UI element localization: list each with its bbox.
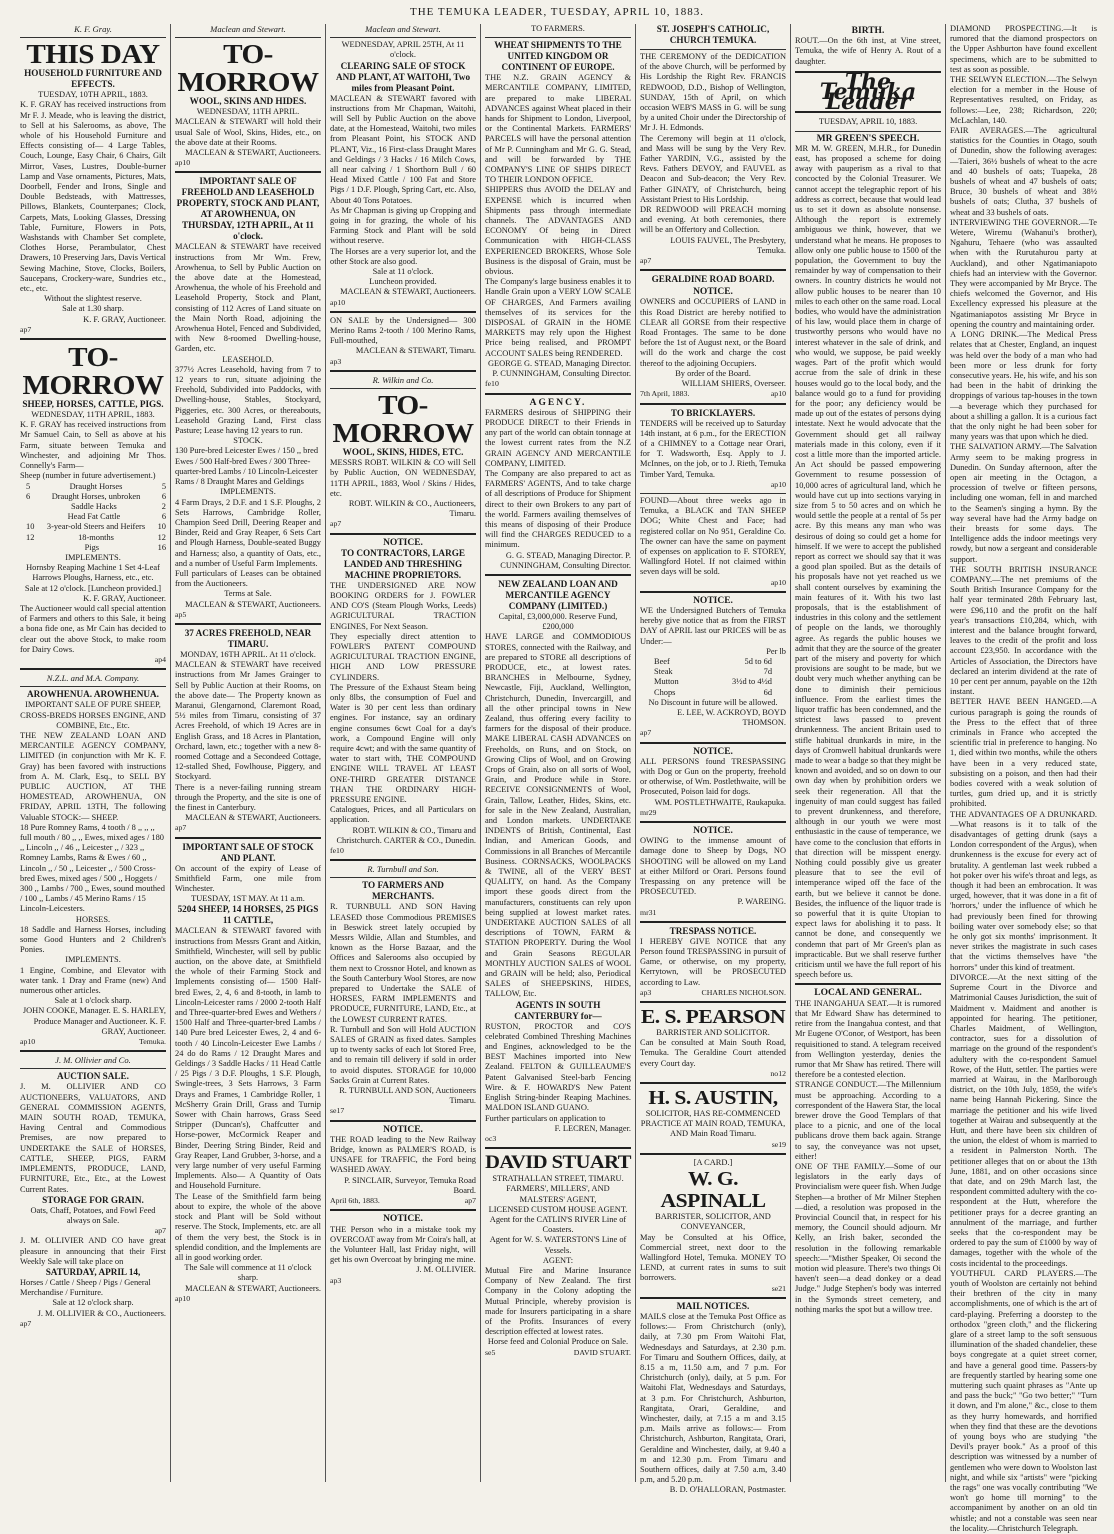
ad-subheading: LICENSED CUSTOM HOUSE AGENT.: [488, 1204, 628, 1214]
article-body: FAIR AVERAGES.—The agricultural statistics for the Counties in Otago, south of Dunedin, show the following averages:—Taieri, 36½ bushels of wheat to the acre and 40 bushels of oats; Tuapeka, 28 bushels of wheat and 47 bushels of oats; Bruce, 30 bushels of wheat and 38½ bushels of oats; Clutha, 37 bushels of wheat and 33 bushels of oats.: [950, 126, 1097, 217]
article-body: INTERVIEWING THE GOVERNOR.—Te Wetere, Wiremu (Wahanui's brother), Ngahuru, Tehaere (who was assaulted when with the Rurutahurou party at Auckland), and other Ngatimaniapoto chiefs had an interview with the Governor. They were accompanied by Mr Bryce. The chiefs welcomed the Governor, and His Excellency expressed his pleasure at the Ngatimaniapotos assisting Mr Bryce in opening the country and maintaining order.: [950, 217, 1097, 329]
masthead: THE TEMUKA LEADER, TUESDAY, APRIL 10, 1883.: [410, 6, 704, 18]
stock-list: [20, 482, 166, 553]
ad-signature: MACLEAN & STEWART, Auctioneers.: [185, 1283, 321, 1293]
notice-heading: NOTICE.: [383, 537, 423, 548]
ad-body: Without the slightest reserve.: [44, 294, 142, 304]
ad-date: WEDNESDAY, APRIL 25TH, At 11 o'clock.: [341, 40, 465, 60]
ad-body: Sale at 12 o'clock sharp.: [52, 1298, 134, 1308]
list-item: Head Fat Cattle 6: [67, 512, 166, 522]
ad-body: THE ROAD leading to the New Railway Bridge, known as PALMER'S ROAD, is UNSAFE for TRAFFIC, the Ford being WASHED AWAY.: [330, 1134, 476, 1175]
ad-tag: fe10: [485, 379, 499, 389]
ad-body: ON SALE by the Undersigned— 300 Merino Rams 2-tooth / 100 Merino Rams, Full-mouthed,: [330, 315, 476, 346]
advertiser-heading: K. F. Gray.: [74, 24, 112, 34]
ad-subheading: FARMERS', MILLERS', AND MALSTERS' AGENT,: [506, 1184, 610, 1204]
column-2: [171, 24, 326, 1482]
ad-body: Capital, £3,000,000. Reserve Fund, £200,000: [498, 611, 618, 632]
ad-headline: W. G. ASPINALL: [660, 1168, 766, 1213]
ad-subheading: HOUSEHOLD FURNITURE AND EFFECTS.: [24, 68, 162, 90]
article-heading: LOCAL AND GENERAL.: [814, 988, 922, 999]
ad-tag: Temuka.: [139, 1037, 166, 1047]
ad-date: SATURDAY, APRIL 14,: [45, 1266, 141, 1277]
list-item: 5 Draught Horses 5: [26, 481, 166, 491]
ad-signature: E. LEE, W. ACKROYD, BOYD THOMSON.: [677, 707, 786, 728]
ad-tag: se17: [330, 1106, 345, 1116]
advertiser-heading: R. Wilkin and Co.: [372, 374, 434, 385]
ad-date: April 6th, 1883.: [330, 1196, 380, 1206]
article-body: THE ADVANTAGES OF A DRUNKARD.—What reasons is it to talk of the disadvantages of getting drunk (says a London correspondent of the Argus), when drunkenness is the excuse for every act of brutality. A gentleman last week rubbed a hot poker over his wife's throat and legs, as though it had been an embrocation. It was urged, however, that it was done in a fit of 'horrors,' under the influence of which he had previously been fined for throwing boiling water over somebody else; so that he only got six months' imprisonment. It never strikes the magistrate in such cases that the victims themselves have "the horrors" under this kind of treatment.: [950, 809, 1097, 972]
ad-body: Horse feed and Colonial Produce on Sale.: [487, 1337, 629, 1347]
ad-body: THE UNDERSIGNED ARE NOW BOOKING ORDERS for J. FOWLER AND CO'S (Steam Plough Works, Leeds) AGRICULTURAL TRACTION ENGINES, For Next Season.: [330, 580, 476, 631]
ad-tag: mr29: [640, 807, 657, 817]
ad-body: 377½ Acres Leasehold, having from 7 to 12 years to run, situate adjoining the Freehold, Subdivided into Paddocks, with Dwelling-house, Stables, Stockyard, Piggeries, etc. 300 Acres, or thereabouts, Leasehold Grazing Land, First class Pasture; Lease having 12 years to run.: [175, 364, 321, 436]
notice-heading: NOTICE.: [693, 746, 733, 757]
ad-subheading: GERALDINE ROAD BOARD.: [651, 274, 775, 285]
ad-body: May be Consulted at his Office, Commercial street, next door to the Wallingford Hotel, Temuka. MONEY TO LEND, at current rates in sums to suit borrowers.: [640, 1232, 786, 1283]
ad-signature: B. D. O'HALLORAN, Postmaster.: [669, 1485, 786, 1495]
ad-body: 18 Pure Romney Rams, 4 tooth / 8 ,, ,, ,, full mouth / 80 ,, ,, Ewes, mixed ages / 180 ,, Lincoln ,, / 46 ,, Leicester ,, / 323 ,, Romney Lambs, Rams & Ewes / 60 ,, Lincoln ,, / 50 ,, Leicester ,, / 500 Cross-bred Ewes, mixed ages / 500 ,, Hoggets / 300 ,, Lambs / 700 ,, Ewes, sound mouthed / 100 ,, Lambs / 45 Merino Rams / 15 Lincoln-Leicesters.: [20, 822, 165, 914]
ad-tag: ap7: [640, 728, 652, 738]
ad-tag: se21: [771, 1283, 786, 1293]
ad-signature: P. WAREING.: [737, 897, 786, 907]
ad-body: Further particulars on application to: [485, 1113, 606, 1123]
advertiser-heading: R. Turnbull and Son.: [367, 864, 439, 875]
ad-body: Luncheon provided.: [369, 277, 437, 287]
ad-subheading: IMPORTANT SALE OF FREEHOLD AND LEASEHOLD PROPERTY, STOCK AND PLANT, AT AROWHENUA, ON THURSDAY, 12TH APRIL, At 11 o'clock.: [176, 176, 320, 242]
ad-body: OWING to the immense amount of damage done to Sheep by Dogs, NO SHOOTING will be allowed on my Land at either Milford or Orari. Persons found Trespassing on any pretence will be PROSECUTED.: [640, 836, 786, 897]
ad-body: The Company's large business enables it to Handle Grain upon a VERY LOW SCALE OF CHARGES, And Farmers availing themselves of its services for the DISPOSAL of GRAIN in the HOME MARKETS may rely upon the Highest Price being realised, and PROMPT ACCOUNT SALES being RENDERED.: [485, 277, 631, 358]
ad-signature: P. SINCLAIR, Surveyor, Temuka Road Board.: [344, 1175, 476, 1195]
ad-signature: ROBT. WILKIN & CO., Auctioneers, Timaru.: [348, 498, 476, 519]
ad-signature: G. G. STEAD, Managing Director. P. CUNNINGHAM, Consulting Director.: [500, 550, 631, 570]
ad-signature: MACLEAN & STEWART, Auctioneers.: [185, 599, 321, 609]
ad-body: MESSRS ROBT. WILKIN & CO will Sell by Public Auction, ON WEDNESDAY, 11TH APRIL, 1883, Wool / Skins / Hides, etc.: [330, 458, 476, 498]
ad-body: 1 Engine, Combine, and Elevator with water tank. 1 Dray and Frame (new) And numerous other articles.: [20, 965, 166, 996]
ad-body: Hornsby Reaping Machine 1 Set 4-Leaf Harrows Ploughs, Harness, etc., etc.: [26, 563, 160, 583]
ad-subheading: TRESPASS NOTICE.: [669, 925, 757, 936]
issue-date: TUESDAY, APRIL 10, 1883.: [818, 117, 918, 127]
ad-tag: oc3: [485, 1133, 497, 1143]
ad-body: TENDERS will be received up to Saturday 14th instant, at 6 p.m., for the ERECTION of a CHIMNEY to a Cottage near Orari, for T. Wadsworth, Esq. Apply to J. McInnes, on the job, or to J. Rieth, Temuka Timber Yard, Temuka.: [640, 418, 786, 479]
list-item: 12 18-months 12: [26, 532, 166, 542]
ad-signature: WILLIAM SHIERS, Overseer.: [681, 379, 786, 389]
section-heading: IMPLEMENTS.: [65, 552, 121, 562]
newspaper-page: [16, 24, 1102, 1533]
ad-subheading: NEW ZEALAND LOAN AND MERCANTILE AGENCY COMPANY (LIMITED.): [498, 578, 618, 611]
ad-subheading: SHEEP, HORSES, CATTLE, PIGS.: [22, 399, 164, 410]
article-body: ONE OF THE FAMILY.—Some of our legislators in the early days of Provincialism were queer fish. When Judge Stephen—a brother of Mr Milner Stephen—died, a resolution was proposed in the Provincial Council that, in respect for his memory, the Council should adjourn. Mr Kelly, an Irish baker, seconded the resolution in the following remarkable speech:—"Misther Speaker, Oi second the motion wid pleasure. There's two things Oi haven't seen—a dead donkey or a dead Judge." Judge Stephen's body was interred in the Symonds street cemetery, and nothing marks the spot but a willow tree.: [795, 1161, 941, 1314]
ad-headline: H. S. AUSTIN,: [648, 1087, 778, 1110]
ad-signature: ROBT. WILKIN & CO., Timaru and Christchurch. CARTER & CO., Dunedin.: [336, 825, 476, 845]
ad-subheading: 5204 SHEEP, 14 HORSES, 25 PIGS 11 CATTLE,: [177, 904, 319, 926]
ad-subheading: AGENT:: [542, 1255, 574, 1265]
column-4: [481, 24, 636, 1482]
ad-body: No Discount in future will be allowed.: [648, 697, 778, 707]
ad-body: Can be consulted at Main South Road, Temuka. The Geraldine Court attended every Court day.: [640, 1038, 786, 1068]
ad-body: THE NEW ZEALAND LOAN AND MERCANTILE AGENCY COMPANY, LIMITED (in conjunction with Mr K. F. Gray) has been favored with instructions from A. M. Clark, Esq., to SELL BY PUBLIC AUCTION, AT THE HOMESTEAD, AROWHENUA, ON FRIDAY, APRIL 13TH, The following Valuable STOCK:— SHEEP.: [20, 730, 166, 822]
ad-body: The Pressure of the Exhaust Steam being only 8lbs, the consumption of Fuel and Water is 30 per cent less than ordinary engines. For instance, say an ordinary engine consumes 6cwt Coal for a day's work, a Compound Engine will only require 4cwt; and with the same quantity of water to start with, THE COMPOUND ENGINE WILL TRAVEL AT LEAST ONE-THIRD GREATER DISTANCE THAN THE ORDINARY HIGH-PRESSURE ENGINE.: [330, 682, 476, 804]
advertiser-heading: Maclean and Stewart.: [210, 24, 286, 34]
ad-body: There is a never-failing running stream through the Property, and the site is one of the finest in Canterbury.: [175, 782, 321, 812]
section-heading: AGENCY.: [529, 397, 587, 408]
ad-tag: se19: [771, 1139, 786, 1149]
ad-body: ROUT.—On the 6th inst, at Vine street, Temuka, the wife of Henry A. Rout of a daughter.: [795, 36, 941, 66]
ad-body: OWNERS and OCCUPIERS of LAND in this Road District are hereby notified to CLEAR all GORSE from their respective Road Frontages. The same to be done before the 1st of August next, or the Board will do the work and charge the cost thereof to the adjoining Occupiers.: [640, 297, 786, 368]
ad-signature: MACLEAN & STEWART, Auctioneers.: [185, 148, 321, 158]
ad-signature: MACLEAN & STEWART, Auctioneers.: [340, 287, 476, 297]
price-list: [640, 657, 786, 698]
column-3: [326, 24, 481, 1482]
list-item: Mutton 3½d to 4½d: [654, 677, 772, 687]
ad-subheading: 37 ACRES FREEHOLD, NEAR TIMARU.: [184, 627, 312, 649]
ad-date: TUESDAY, 10TH APRIL, 1883.: [38, 90, 148, 100]
ad-headline: DAVID STUART: [485, 1152, 631, 1174]
ad-tag: ap10: [770, 389, 786, 399]
ad-body: 130 Pure-bred Leicester Ewes / 150 ,, bred Ewes / 500 Half-bred Ewes / 300 Three-quarter-bred Lambs / 10 Lincoln-Leicester Rams / 8 Draught Mares and Geldings: [175, 446, 319, 487]
ad-tag: ap3: [330, 1275, 342, 1285]
section-heading: IMPLEMENTS.: [220, 487, 276, 497]
ad-tag: ap10: [175, 158, 191, 168]
article-body: YOUTHFUL CARD PLAYERS.—The youth of Woolston are certainly not behind their brethren of the city in many accomplishments, one of which is the art of card-playing. Preferring a doorstep to the orthodox "green cloth," and the flickering glare of a street lamp to the soft sensuous illumination of the shaded chandelier, these boys congregate at a quiet street corner, and have a general good time. Passers-by are frequently startled by hearing some one muttering such quaint phrases as "Ante up and pass the buck;" "Go two better;" "Turn it down, and I'm alone," &c., close to them as they hurry homewards, and horrified when they find that these are the devotions of young boys who are studying "the Devil's prayer book." As a proof of this description was witnessed by a number of gentlemen who were down to Woolston last night, and while six "artists" were "picking the rags" one was vocally contributing "We won't go home till morning" to the accompaniment by another on an old tin whistle; and not a constable was seen near the locality.—Christchurch Telegraph.: [950, 1268, 1097, 1533]
ad-subheading: TO BRICKLAYERS.: [670, 407, 756, 418]
notice-heading: NOTICE.: [693, 595, 733, 606]
ad-body: Sale at 1.30 sharp.: [62, 304, 124, 314]
ad-body: THE N.Z. GRAIN AGENCY & MERCANTILE COMPANY, LIMITED, are prepared to make LIBERAL ADVANCES against Wheat placed in their hands for Shipment to London, Liverpool, or the Continental Markets. FARMERS' PARCELS will have the personal attention of Mr P. Cunningham and Mr G. G. Stead, and will be forwarded by THE COMPANY'S LINE OF SHIPS DIRECT TO THEIR LONDON OFFICE.: [485, 73, 631, 185]
ad-tag: ap7: [175, 823, 187, 833]
list-item: Saddle Hacks 2: [70, 501, 166, 511]
ad-body: As Mr Chapman is giving up Cropping and going in for grazing, the whole of his Farming Stock and Plant will be sold without reserve.: [330, 205, 476, 246]
ad-tag: ap10: [20, 1037, 36, 1047]
ad-date: 7th April, 1883.: [640, 389, 690, 399]
ad-tag: ap10: [330, 297, 346, 307]
ad-body: J. M. OLLIVIER AND CO AUCTIONEERS, VALUATORS, AND GENERAL COMMISSION AGENTS, MAIN SOUTH ROAD, TEMUKA, Having Central and Commodious Premises, are now prepared to UNDERTAKE the SALE of HORSES, CATTLE, SHEEP, PIGS, FARM IMPLEMENTS, PRODUCE, LAND, FURNITURE, Etc., Etc., at the Lowest Current Rates.: [20, 1082, 166, 1194]
ad-body: The Company are also prepared to act as FARMERS' AGENTS, And to take charge of all descriptions of Produce for Shipment direct to their own Brokers to any part of the world. Farmers availing themselves of this means of disposing of their Produce will find the CHARGES REDUCED to a minimum.: [485, 468, 631, 550]
ad-tag: ap7: [330, 519, 342, 529]
ad-tag: ap5: [175, 609, 187, 619]
ad-signature: F. LECREN, Manager.: [554, 1123, 631, 1133]
ad-subheading: STORAGE FOR GRAIN.: [42, 1194, 144, 1205]
article-body: THE SALVATION ARMY.—The Salvation Army seem to be making progress in Dunedin. On Sunday afternoon, after the open air meeting in the Octagon, a procession of twelve or fifteen persons, including one woman, fell in and marched to the Seamen's singing a hymn. By the way several have had the Army badge on their breasts for some days. The Intelligence adds the indoor meetings very rowdy, but now a sergeant and considerable support.: [950, 442, 1097, 564]
list-item: Chops 6d: [654, 687, 772, 697]
ad-body: K. F. GRAY has received instructions from Mr Samuel Cain, to Sell as above at his Farm, situate between Temuka and Winchester, and adjoining Mr Thos. Connelly's Farm—: [20, 420, 166, 471]
ad-tag: ap7: [154, 1226, 166, 1236]
ad-headline: TO-MORROW: [332, 390, 474, 449]
ad-body: SHIPPERS thus AVOID the DELAY and EXPENSE which is incurred when Shipments pass through intermediate channels. The ADVANTAGES AND ECONOMY Of being in Direct Communication with HIGH-CLASS EXPERIENCED BROKERS, Whose Sole Business is the disposal of Grain, must be obvious.: [485, 185, 631, 277]
price-unit: Per lb: [766, 646, 786, 656]
ad-body: MACLEAN & STEWART favored with instructions from Messrs Grant and Aitkin, Smithfield, Winchester, will sell by public auction, on the above date, at Smithfield the whole of their Farming Stock and Implements consisting of— 1500 Half-bred Ewes, 2, 4, 6 and 8-tooth, in lamb to Lincoln-Leicester rams / 2000 2-tooth Half and Three-quarter-bred Ewes and Wethers / 1500 Half and Three-quarter-bred Lambs / 140 Pure bred Leicester Ewes, 2, 4 and 6-tooth / 40 Lincoln-Leicester Ewe Lambs / 24 do do Rams / 12 Draught Mares and Geldings / 3 Saddle Hacks / 11 Head Cattle / 25 Pigs / 3 D.F. Ploughs, 1 S.F. Plough, Swingle-trees, 3 Sets Harrows, 3 Farm Drays and Frames, 1 Cambridge Roller, 1 McSherry Grain Drill, Grass and Turnip Sower with Chain harrows, Grass Seed Stripper (Duncan's), Chaffcutter and Horse-power, McCormick Reaper and Binder, Deering String Binder, Reid and Gray Reaper, Land Grubber, 3-horse, and a very large number of very useful Farming Implements. Also— A Quantity of Oats and Household Furniture.: [175, 926, 321, 1191]
ad-body: HAVE LARGE and COMMODIOUS STORES, connected with the Railway, and are prepared to STORE all descriptions of PRODUCE, etc., at lowest rates. BRANCHES in Melbourne, Sydney, Newcastle, Fiji, Auckland, Wellington, Christchurch, Dunedin, Invercargill, and all the other principal towns in New Zealand, thus offering every facility to farmers for the disposal of their produce. MAKE LIBERAL CASH ADVANCES on Freeholds, on Runs, and on Stock, on Growing Clips of Wool, and on Growing Crops of Grain, also on all sorts of Wool, Grain, and Produce while in Store. RECEIVE CONSIGNMENTS of Wool, Grain, Tallow, Leather, Hides, Skins, etc. for sale in the New Zealand, Australian, and London markets. UNDERTAKE INDENTS of British, Continental, East Indian, and American Goods, and Commissions in all Branches of Mercantile Business. CORNSACKS, WOOLPACKS & TWINE, all of the VERY BEST QUALITY, on hand. As the Company import these goods direct from the manufacturers, constituents can rely upon being supplied at lowest market rates. UNDERTAKE AUCTION SALES of all descriptions of TOWN, FARM & STATION PROPERTY. During the Wool and Grain Seasons REGULAR MONTHLY AUCTION SALES of WOOL and GRAIN will be held; also, Periodical SALES of SHEEPSKINS, HIDES, TALLOW, Etc.: [485, 632, 631, 999]
ad-body: Horses / Cattle / Sheep / Pigs / General Merchandise / Furniture.: [20, 1277, 151, 1298]
ad-subheading: WOOL, SKINS AND HIDES.: [189, 96, 307, 107]
ad-headline: TO-MORROW: [177, 39, 319, 98]
ad-body: MACLEAN & STEWART have received instructions from Mr Wm. Frew, Arowhenua, to Sell by Public Auction on the above date at the Homestead, Arowhenua, the whole of his Freehold and Leasehold Property, Stock and Plant, consisting of 112 Acres of Land situate on the Main North Road, adjoining the Arowhenua Hotel, Fenced and Subdivided, with New 8-roomed Dwelling-house, Garden, etc.: [175, 242, 321, 354]
section-heading: IMPLEMENTS.: [65, 955, 121, 965]
ad-body: WE the Undersigned Butchers of Temuka hereby give notice that as from the FIRST DAY of APRIL last our PRICES will be as Under:—: [640, 605, 786, 646]
ad-subheading: STRATHALLAN STREET, TIMARU.: [492, 1174, 624, 1184]
ad-tag: ap7: [20, 1318, 32, 1328]
section-heading: HORSES.: [75, 914, 111, 924]
ad-subheading: WHEAT SHIPMENTS TO THE UNITED KINGDOM OR CONTINENT OF EUROPE.: [494, 40, 622, 73]
ad-body: R. TURNBULL AND SON Having LEASED those Commodious PREMISES in Beswick street lately occupied by Messrs Wildie, Allan and Stumbles, and known as the Horse Bazaar, and the Offices and Salerooms also occupied by them next to Crossnor Hotel, and known as the South Canterbury Wool Stores, are now prepared to Undertake the SALE of HORSES, FARM IMPLEMENTS and PRODUCE, FURNITURE, LAND, Etc., at the LOWEST CURRENT RATES.: [330, 902, 476, 1024]
article-body: STRANGE CONDUCT.—The Millennium must be approaching. According to a correspondent of the Hawera Star, the local brewer drove the Good Templars of that place to a picnic, and one of the local publicans drove them back again. Strange to say, the conveyance was not upset, either!: [795, 1080, 941, 1161]
ad-tag: ap7: [20, 324, 32, 334]
ad-tag: ap7: [640, 256, 652, 266]
column-6: [791, 24, 946, 1482]
list-item: Pigs 16: [84, 542, 166, 552]
ad-body: THE CEREMONY of the DEDICATION of the above Church, will be performed by His Lordship the Right Rev. FRANCIS REDWOOD, D.D., Bishop of Wellington, SUNDAY, 15th of April, on which occasion WEB'S MASS in G. will be sung by a united Choir under the Directorship of Mr J. H. Edmonds.: [640, 52, 786, 133]
ad-body: Full particulars of Leases can be obtained from the Auctioneers.: [175, 568, 321, 589]
ad-body: MAILS close at the Temuka Post Office as follows:— From Christchurch (only), daily, at 7.30 pm From Waitohi Flat, Wednesdays and Saturdays, at 2.30 p.m. For Timaru and Southern Offices, daily, at 8.15 a m, 11.50 a.m, and 7 p.m. For Christchurch (only), daily, at 5 p.m. For Waitohi Flat, Wednesdays and Saturdays, at 3 p.m. For Christchurch, Ashburton, Rangitata, Orari, Geraldine, and Winchester, daily, at 7.15 a m and 3.15 p.m. Mails arrive as follows:— From Christchurch, Ashburton, Rangitata, Orari, Geraldine and Winchester, daily, at 9.40 a m and 12.30 p.m. From Timaru and Southern offices, daily at 7.50 a.m, 3.40 p.m, and 5.20 p.m.: [640, 1311, 786, 1485]
ad-subheading: TO FARMERS.: [531, 24, 585, 33]
ad-body: MACLEAN & STEWART will hold their usual Sale of Wool, Skins, Hides, etc., on the above date at their Rooms.: [175, 117, 321, 147]
ad-body: THE Person who in a mistake took my OVERCOAT away from Mr Coira's hall, at the Volunteer Hall, last Friday night, will get his own Overcoat by bringing me mine.: [330, 1224, 476, 1265]
notice-heading: NOTICE.: [693, 287, 733, 298]
article-body: DIAMOND PROSPECTING.—It is rumored that the diamond prospectors on the Upper Ashburton have found excellent specimens, which are to be submitted to test as soon as possible.: [950, 24, 1097, 74]
ad-tag: ap10: [770, 479, 786, 489]
advertiser-heading: N.Z.L. and M.A. Company.: [46, 673, 140, 684]
ad-headline: TO-MORROW: [22, 342, 164, 401]
section-heading: MAIL NOTICES.: [676, 1301, 750, 1312]
advertiser-heading: J. M. Ollivier and Co.: [55, 1055, 131, 1066]
ad-tag: ap7: [464, 1196, 476, 1206]
list-item: Beef 5d to 6d: [654, 656, 772, 666]
ad-date: WEDNESDAY, 11TH APRIL.: [196, 107, 300, 117]
ad-subheading: IMPORTANT SALE OF STOCK AND PLANT.: [182, 841, 314, 863]
ad-signature: LOUIS FAUVEL, The Presbytery, Temuka.: [670, 235, 786, 255]
ad-body: By order of the Board.: [675, 368, 751, 378]
ad-body: MACLEAN & STEWART have received instructions from Mr James Grainger to Sell by Public Auction at their Rooms, on the above date— The Property known as Maranui, Glengarnond, Claremont Road, 5½ miles from Timaru, consisting of 37 Acres Freehold, of which 19 Acres are in English Grass, and 18 Acres in Plantation, Orchard, lawn, etc.; together with a new 8-roomed Cottage and a Secondeed Cottage, 12-stalled Shed, Fowlhouse, Piggery, and Stockyard.: [175, 660, 321, 782]
ad-tag: fe10: [330, 846, 344, 855]
ad-signature: MACLEAN & STEWART, Auctioneers.: [185, 813, 321, 823]
ad-body: The Lease of the Smithfield farm being about to expire, the whole of the above stock and Plant will be Sold without reserve. The Stock, Implements, etc. are all of them the very best, the Stock is in splendid condition, and the Implements are all in good working order.: [175, 1191, 321, 1262]
ad-tag: ap10: [770, 577, 786, 587]
article-body: DIVORCE.—At the next sitting of the Supreme Court in the Divorce and Matrimonial Causes Jurisdiction, the suit of Maidment v. Maidment and another is appointed for hearing. The petitioner, Charles Maidment, of Wellington, contractor, sues for a dissolution of marriage on the ground of the respondent's adultery with the co-respondent Samuel Rowe, of the Hutt, settler. The parties were married at Wairau, in the Marlborough district, on the 10th July, 1859, the wife's name being Hannah Pickering. Since the marriage the petitioner and his wife lived together at Wairau and subsequently at the Hutt, and there have been six children of the union, the eldest of whom is married to a resident in Palmerston North. The petitioner alleges that on or about the 13th June, 1881, and on other occasions since that date, and on 29th March last, the respondent committed adultery with the co-respondent at the Hutt, wherefore the petitioner prays for a decree granting an annulment of the marriage, and further seeks that the co-respondent may be ordered to pay the sum of £1000 by way of damages, together with the whole of the costs incidental to the proceedings.: [950, 972, 1097, 1268]
article-body: THE INANGAHUA SEAT.—It is rumored that Mr Edward Shaw has determined to retire from the Inangahua contest, and that Mr Eugene O'Conor, of Westport, has been requisitioned to stand. A telegram received from Wellington yesterday, denies the rumor that Mr Shaw has retired. There will therefore be a contested election.: [795, 998, 941, 1080]
ad-subheading: AGENTS IN SOUTH CANTERBURY for—: [514, 999, 602, 1021]
ad-signature: WM. POSTLETHWAITE, Raukapuka.: [654, 797, 786, 807]
ad-body: On account of the expiry of Lease of Smithfield Farm, one mile from Winchester.: [175, 863, 321, 893]
notice-heading: NOTICE.: [383, 1214, 423, 1225]
ad-body: Mutual Fire and Marine Insurance Company of New Zealand. The first Company in the Colony adopting the Mutual Principle, whereby provision is made for Insurers participating in a share of the Profits. Insurances of every description effected at lowest rates.: [485, 1265, 631, 1337]
ad-subheading: IMPORTANT SALE OF PURE SHEEP, CROSS-BREDS HORSES ENGINE, AND COMBINE, Etc., Etc.: [20, 700, 166, 730]
ad-body: The Horses are a very superior lot, and the other Stock are also good.: [330, 246, 476, 266]
column-7: [946, 24, 1101, 1533]
ad-signature: K. F. GRAY, Auctioneer.: [83, 314, 166, 324]
ad-subheading: WOOL, SKINS, HIDES, ETC.: [342, 447, 464, 458]
section-heading: STOCK.: [233, 436, 263, 446]
column-5: [636, 24, 791, 1495]
ad-body: 4 Farm Drays, 2 D.F. and 1 S.F. Ploughs, 2 Sets Harrows, Cambridge Roller, Champion Seed Drill, Deering Reaper and Binder, Reid and Gray Reaper, 6 Sets Cart and Plough Harness, Double-seated Buggy and Harness; also, a quantity of Oats, etc., and a number of Useful Farm Implements.: [175, 497, 321, 568]
article-heading: MR GREEN'S SPEECH.: [816, 133, 920, 144]
section-heading: LEASEHOLD.: [222, 354, 274, 364]
column-1: [16, 24, 171, 1482]
article-body: MR M. W. GREEN, M.H.R., for Dunedin east, has proposed a scheme for doing away with pauperism as a rival to that concocted by the Colonial Treasurer. We cannot accept the telegraphic report of his address as correct, because that would lead us to set it down as absolute nonsense. Although the report is extremely ambiguous we think, however, that we understand what he means. He proposes to allow only one public house to 1500 of the population, the Government to buy the remainder by way of compensation to their owners. In country districts he would not allow public houses to be nearer than 10 miles to each other on the same road. Local bodies, who would have the administration of his law, would place them in charge of trustworthy persons who would have no interest whatever in the sale of drink, and who would, we suppose, be paid weekly wages. Part of the profit which would accrue from the sale of drink in these houses would go to the local body, and the balance would go to a fund for providing for the poor; any deficiency would be made up out of the estates of persons dying intestate. Next he would advocate that the Government should get all railway materials made in this colony, even if it cost a little more than the imported article. An Act should be passed empowering Government to resume possession of 10,000 acres of agricultural land, which he would have cut up into sections varying in size from 5 to 50 acres and on which he would settle the people at a rental of 5s per acre. By this means any man who was desirous of doing so could get a home for himself. If we were to accept the published report as correct we should say that it was a good plan spoiled. But as the details of his proposals have not yet reached us we shall content ourselves by examining the main features of it. With his two last proposals, that is the establishment of industries in this colony and the settlement of people on the lands, we thoroughly agree. As regards the public houses we admit that they are the source of the greater part of the misery and poverty for which provisions are sought to be made, but we doubt very much whether anything can be done to diminish their pernicious influence. From the earliest times the liquor traffic has been condemned, and the strictest laws passed to prevent drunkenness. The ancient Britain used to stifle habitual drunkards in mire, in the days of Cromwell habitual drunkards were made to wear a badge so that they might be known and avoided, and so on down to our own day when by prohibition orders we seek their regeneration. All that the ingenuity of man could suggest has failed to prevent drunkenness, and therefore, although in our youth we were most enthusiastic in the cause of temperance, we have come to the conclusion that efforts in that direction will be misspent energy. Nothing could possibly give us greater pleasure that to see the evil of intemperance wiped off the face of the earth, but we believe it cannot be done. Besides, the influence of the liquor trade is so powerful that it is quite Utopian to expect laws for abolishing it to pass. It cannot be done, and consequently we condemn that part of Mr Green's plan as impracticable. But we shall reserve further criticism until we have the full report of his speech before us.: [795, 143, 941, 980]
ad-subheading: TO FARMERS AND MERCHANTS.: [362, 880, 444, 902]
ad-body: I HEREBY GIVE NOTICE that any Person found TRESPASSING in pursuit of Game, or otherwise, on my property, Kerrytown, will be PROSECUTED according to Law.: [640, 936, 786, 987]
newspaper-title: The Temuka Leader: [795, 71, 941, 114]
ad-date: MONDAY, 16TH APRIL. At 11 o'clock.: [180, 649, 316, 659]
ad-subheading: TO CONTRACTORS, LARGE LANDED AND THRESHING MACHINE PROPRIETORS.: [341, 547, 465, 580]
ad-signature: J. M. OLLIVIER.: [416, 1265, 476, 1275]
ad-body: Agent for W. S. WATERSTON'S Line of Vessels.: [489, 1235, 627, 1255]
ad-subheading: CLEARING SALE OF STOCK AND PLANT, AT WAITOHI, Two miles from Pleasant Point.: [335, 60, 471, 93]
ad-body: 18 Saddle and Harness Horses, including some Good Hunters and 2 Children's Ponies.: [20, 924, 166, 955]
ad-body: Sheep (number in future advertisement.): [20, 471, 156, 481]
ad-body: J. M. OLLIVIER AND CO have great pleasure in announcing that their First Weekly Sale will take place on: [20, 1236, 166, 1266]
ad-body: Sale at 12 o'clock. [Luncheon provided.]: [24, 583, 162, 593]
ad-tag: ap4: [154, 654, 166, 664]
ad-signature: GEORGE G. STEAD, Managing Director. P. CUNNINGHAM, Consulting Director.: [487, 358, 631, 379]
notice-heading: NOTICE.: [383, 1124, 423, 1135]
ad-body: RUSTON, PROCTOR and CO'S celebrated Combined Threshing Machines and Engines, acknowledged to be the BEST Machines imported into New Zealand. FELTON & GUILLEAUME'S Patent Galvanised Steel-barb Fencing Wire. & F. HOWARD'S New Patent English String-binder Reaping Machines. MALDON ISLAND GUANO.: [485, 1021, 631, 1113]
ad-signature: R. TURNBULL AND SON, Auctioneers Timaru.: [339, 1086, 476, 1106]
ad-headline: E. S. PEARSON: [640, 1006, 786, 1029]
ad-subheading: AROWHENUA. AROWHENUA.: [27, 689, 159, 700]
ad-body: The Sale will commence at 11 o'clock sharp.: [184, 1263, 312, 1283]
ad-body: They especially direct attention to FOWLER'S PATENT COMPOUND AGRICULTURAL TRACTION ENGINE, HIGH AND LOW PRESSURE CYLINDERS.: [330, 631, 476, 682]
ad-signature: J. M. OLLIVIER & CO., Auctioneers.: [37, 1308, 166, 1318]
ad-tag: no12: [770, 1068, 786, 1078]
ad-subheading: SOLICITOR, HAS RE-COMMENCED PRACTICE AT MAIN ROAD, TEMUKA, AND Main Road Timaru.: [640, 1109, 786, 1139]
list-item: 10 3-year-old Steers and Heifers 10: [26, 522, 166, 532]
ad-body: K. F. GRAY has received instructions from Mr F. J. Meade, who is leaving the district, to Sell at his Salerooms, as above, The whole of his Household Furniture and Effects consisting of— 4 Large Tables, Couch, Lounge, Easy Chair, 6 Chairs, Gilt Mirror, Vases, Lustres, Double-burner Lamp and Vase ornaments, Pictures, Mats, Doorbell, Fender and Irons, Single and Double Bedsteads, with Mattresses, Pillows, Blankets, Counterpanes; Clock, Carpets, Mats, Looking Glasses, Dressing Table, Furniture, Flowers in Pots, Washstands with Chamber Set complete, Clothes Horse, Perambulator, Chest Drawers, 10 Preserving Jars, Davis Vertical Sewing Machine, Stove, Clocks, Boilers, Saucepans, Crockery-ware, Sundries etc., etc., etc.: [20, 100, 166, 294]
ad-signature: K. F. GRAY, Auctioneer.: [83, 593, 166, 603]
ad-signature: CHARLES NICHOLSON.: [701, 987, 786, 997]
ad-body: Terms at Sale.: [224, 589, 272, 599]
article-body: BETTER HAVE BEEN HANGED.—A curious paragraph is going the rounds of the Press to the effect that of three criminals in France who accepted the scientific trial in preference to hanging. No 1, died within two months, while the others have been in a very reduced state, subsisting on a poison, and then had their bodies covered with a weak solution of turtles, gum dried up, and it is strictly prohibited.: [950, 697, 1097, 809]
ad-tag: se5: [485, 1347, 496, 1357]
ad-body: FOUND—About three weeks ago in Temuka, a BLACK and TAN SHEEP DOG; White Chest and Face; had registered collar on No 951, Geraldine Co. The owner can have the same on payment of expenses on application to F. STOREY, Wallingford Hotel. If not claimed within seven days will be sold.: [640, 495, 786, 577]
ad-body: DR REDWOOD will PREACH morning and evening. At both ceremonies, there will be an Offertory and Collection.: [640, 205, 786, 235]
ad-body: MACLEAN & STEWART favored with instructions from Mr Chapman, Waitohi, will Sell by Public Auction on the above date, at the Homestead, Waitohi, two miles from Pleasant Point, his STOCK AND PLANT, Viz., 16 First-class Draught Mares and Geldings / 3 Hacks / 16 Milch Cows, all near calving / 1 Shorthorn Bull / 60 Head Mixed Cattle / 100 Fat and Store Pigs / 1 D.F. Plough, Spring Cart, etc. Also, About 40 Tons Potatoes.: [330, 93, 476, 205]
ad-date: TUESDAY, 1ST MAY. At 11 a.m.: [191, 894, 305, 904]
ad-tag: ap10: [175, 1293, 191, 1303]
ad-date: WEDNESDAY, 11TH APRIL, 1883.: [31, 410, 155, 420]
ad-body: ALL PERSONS found TRESPASSING with Dog or Gun on the property, freehold or otherwise, of Wm. Postlethwaite, will be Prosecuted, Poison laid for dogs.: [640, 756, 786, 797]
ad-body: The Auctioneer would call special attention of Farmers and others to this Sale, it being a bona fide one, as Mr Cain has decided to clear out the above Stock, to make room for Dairy Cows.: [20, 603, 166, 654]
ad-body: Oats, Chaff, Potatoes, and Fowl Feed always on Sale.: [30, 1205, 156, 1225]
ad-body: R. Turnbull and Son will Hold AUCTION SALES of GRAIN as fixed dates. Samples up to twenty sacks of each lot Stored Free, and to remain till delivery if sold in order to avoid disputes. STORAGE for 10,000 Sacks Grain at Current Rates.: [330, 1024, 476, 1085]
notice-heading: NOTICE.: [693, 826, 733, 837]
ad-body: The Ceremony will begin at 11 o'clock, and Mass will be sung by the Very Rev. Father YARDIN, V.G., assisted by the Revs. Fathers DEVOY, and FAUVEL as Deacon and Sub-deacon; the Very Rev. Father GINATY, of Christchurch, being Assistant Priest to His Lordship.: [640, 133, 786, 204]
ad-signature: MACLEAN & STEWART, Timaru.: [355, 346, 476, 356]
list-item: Steak 7d: [654, 667, 772, 677]
ad-subheading: BARRISTER, SOLICITOR, AND CONVEYANCER,: [655, 1212, 771, 1232]
article-body: A LONG DRINK.—The Medical Press relates that at Chester, England, an inquest was held over the body of a man who had been more or less drunk for forty consecutive years. He, his wife, and his son had been in the habit of drinking the droppings of various tap-houses in the town—a beverage which they purchased for about a shilling a gallon. It is a curious fact that the only night he had been sober for many years was that upon which he died.: [950, 330, 1098, 442]
list-item: 6 Draught Horses, unbroken 6: [26, 491, 166, 501]
ad-body: Catalogues, Prices, and all Particulars on application.: [330, 805, 476, 825]
ad-body: Agent for the CATLIN'S RIVER Line of Coasters.: [489, 1214, 627, 1235]
ad-body: FARMERS desirous of SHIPPING their PRODUCE DIRECT to their Friends in any part of the world can obtain tonnage at the lowest current rates from the N.Z GRAIN AGENCY AND MERCANTILE COMPANY, LIMITED.: [485, 407, 631, 468]
ad-body: Sale at 11 o'clock.: [372, 267, 434, 277]
advertiser-heading: Maclean and Stewart.: [365, 24, 441, 34]
ad-tag: mr31: [640, 907, 657, 917]
ad-signature: DAVID STUART.: [573, 1347, 631, 1357]
ad-signature: JOHN COOKE, Manager. E. S. HARLEY, Produce Manager and Auctioneer. K. F. GRAY, Auctioneer.: [22, 1006, 166, 1036]
ad-subheading: AUCTION SALE.: [57, 1071, 129, 1082]
ad-body: Sale at 1 o'clock sharp.: [54, 996, 132, 1006]
card-label: [A CARD.]: [693, 1157, 733, 1167]
section-heading: BIRTH.: [851, 26, 885, 36]
ad-subheading: BARRISTER AND SOLICITOR.: [656, 1028, 770, 1038]
article-body: THE SOUTH BRITISH INSURANCE COMPANY.—The net premiums of the South British Insurance Company for the half year terminated 28th February last, were £96,110 and the profit on the half year's transactions £10,284, which, with interest and the balance brought forward, leaves to the credit of the profit and loss account £23,950. In accordance with the Articles of Association, the Directors have declared an interim dividend at the rate of 10 per cent per annum, payable on the 12th instant.: [950, 564, 1097, 697]
ad-tag: ap3: [330, 356, 342, 366]
ad-headline: THIS DAY: [26, 39, 160, 70]
ad-tag: ap3: [640, 987, 652, 997]
article-body: THE SELWYN ELECTION.—The Selwyn election for a member in the House of Representatives resulted, on Friday, as follows:—Lee, 238; Richardson, 220; McLachlan, 140.: [950, 75, 1097, 125]
newspaper-logo: [795, 68, 941, 116]
ad-subheading: ST. JOSEPH'S CATHOLIC, CHURCH TEMUKA.: [656, 24, 770, 45]
